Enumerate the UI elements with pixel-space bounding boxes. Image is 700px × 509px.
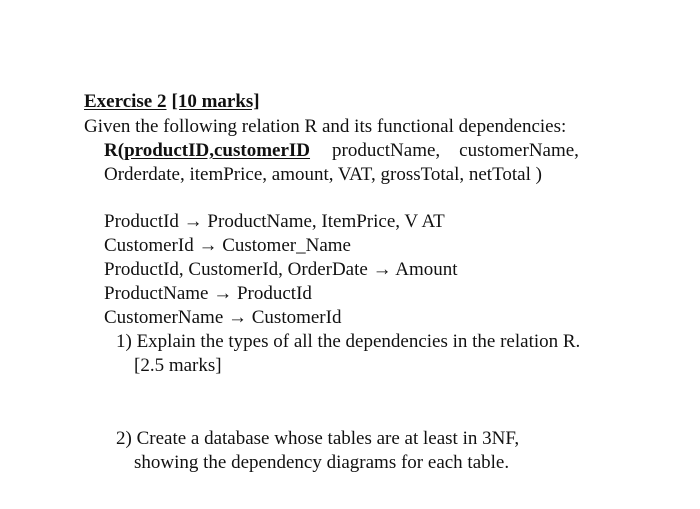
dependency-3: ProductId, CustomerId, OrderDate → Amount [104, 259, 458, 280]
question-2-text-cont: showing the dependency diagrams for each table. [134, 452, 510, 473]
exercise-marks: [10 marks] [171, 91, 260, 112]
question-1-marks: [2.5 marks] [134, 355, 222, 376]
dependency-5: CustomerName → CustomerId [104, 307, 342, 328]
relation-primary-key: productID,customerID [124, 140, 311, 161]
relation-schema-line-1 [104, 139, 579, 163]
exercise-heading [84, 90, 260, 114]
dependency-2: CustomerId → Customer_Name [104, 235, 351, 256]
dependency-1: ProductId → ProductName, ItemPrice, V AT [104, 211, 445, 232]
relation-name: R( [104, 140, 125, 161]
relation-attributes-2: Orderdate, itemPrice, amount, VAT, grossTotal, netTotal ) [104, 164, 542, 185]
exercise-title: Exercise 2 [84, 91, 167, 112]
question-2-text: 2) Create a database whose tables are at least in 3NF, [116, 428, 520, 449]
relation-attributes-1: productName, customerName, [332, 140, 579, 161]
question-1-text: 1) Explain the types of all the dependencies in the relation R. [116, 331, 581, 352]
dependency-4: ProductName → ProductId [104, 283, 312, 304]
exercise-intro: Given the following relation R and its functional dependencies: [84, 116, 567, 137]
